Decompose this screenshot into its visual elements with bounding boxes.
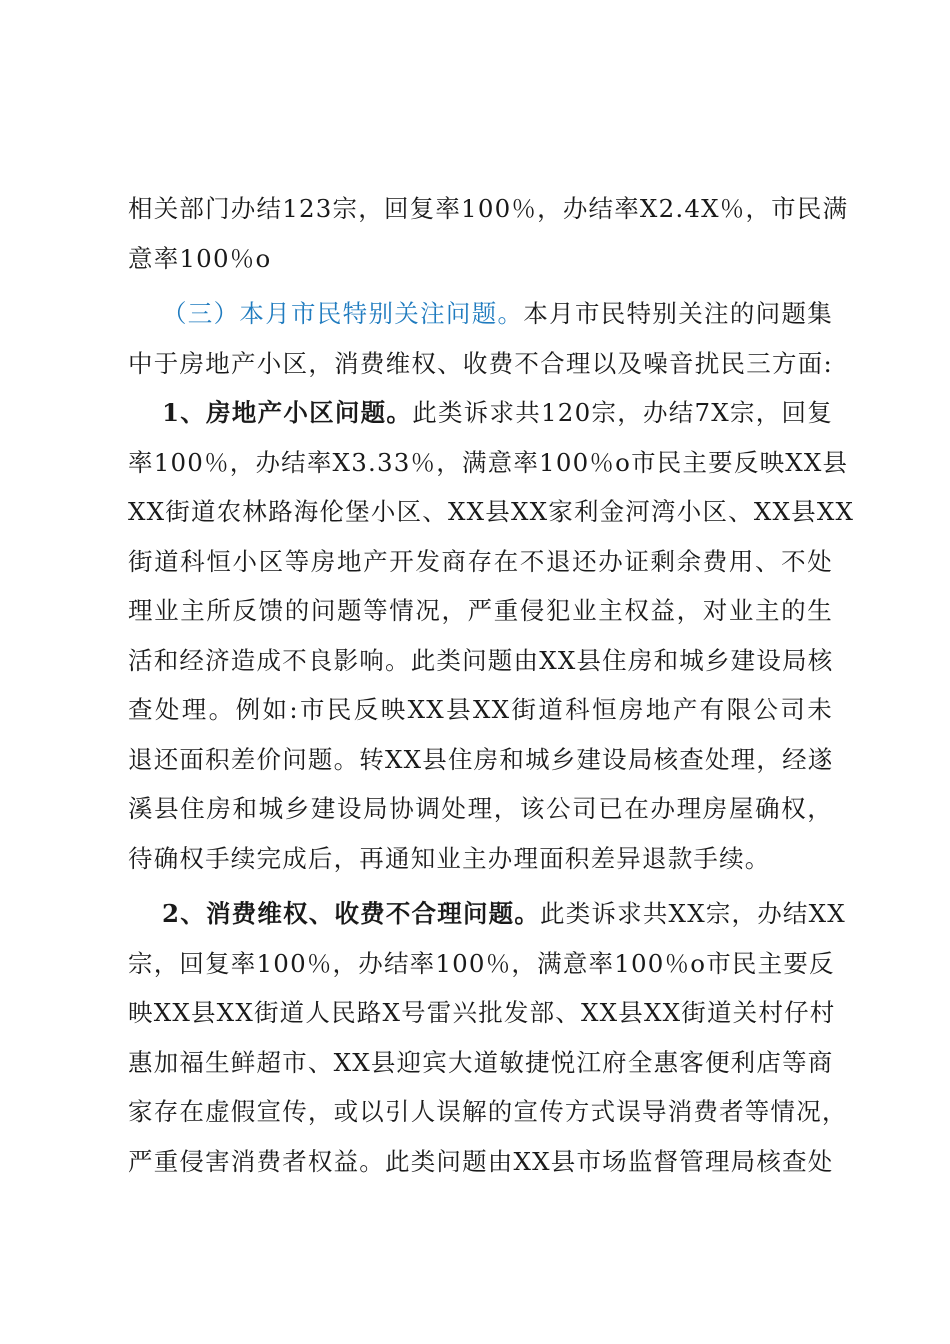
paragraph-3 [128, 388, 855, 883]
text-line: 中于房地产小区，消费维权、收费不合理以及噪音扰民三方面: [128, 348, 833, 378]
text-line [128, 388, 833, 438]
text-line: 意率100％o [128, 243, 272, 273]
text-run: 本月市民特别关注的问题集 [523, 299, 833, 328]
text-line: 待确权手续完成后，再通知业主办理面积差异退款手续。 [128, 843, 771, 873]
text-run: 此类诉求共120宗，办结7X宗，回复 [412, 398, 833, 427]
text-line: 映XX县XX街道人民路X号雷兴批发部、XX县XX街道关村仔村 [128, 998, 836, 1027]
section-heading: （三）本月市民特别关注问题。 [162, 299, 524, 328]
subsection-heading: 2、消费维权、收费不合理问题。 [162, 899, 541, 928]
paragraph-1 [128, 184, 849, 283]
text-line: XX街道农林路海伦堡小区、XX县XX家利金河湾小区、XX县XX [128, 497, 855, 526]
text-line: 街道科恒小区等房地产开发商存在不退还办证剩余费用、不处 [128, 546, 833, 576]
text-line: 相关部门办结123宗，回复率100％，办结率X2.4X％，市民满 [128, 194, 849, 223]
text-line: 查处理。例如:市民反映XX县XX街道科恒房地产有限公司未 [128, 695, 833, 724]
text-line: 活和经济造成不良影响。此类问题由XX县住房和城乡建设局核 [128, 645, 834, 675]
text-line: 宗，回复率100％，办结率100％，满意率100％o市民主要反 [128, 948, 835, 978]
paragraph-2 [128, 289, 833, 388]
text-line: 严重侵害消费者权益。此类问题由XX县市场监督管理局核查处 [128, 1146, 834, 1176]
text-line: 率100％，办结率X3.33％，满意率100％o市民主要反映XX县 [128, 447, 849, 477]
document-body [128, 184, 855, 1186]
text-line [128, 289, 833, 339]
text-line: 溪县住房和城乡建设局协调处理，该公司已在办理房屋确权， [128, 794, 833, 823]
text-run: 此类诉求共XX宗，办结XX [540, 899, 846, 928]
text-line [128, 889, 846, 939]
text-line: 理业主所反馈的问题等情况，严重侵犯业主权益，对业主的生 [128, 596, 833, 625]
text-line: 退还面积差价问题。转XX县住房和城乡建设局核查处理，经遂 [128, 744, 834, 774]
text-line: 惠加福生鲜超市、XX县迎宾大道敏捷悦江府全惠客便利店等商 [128, 1047, 834, 1077]
text-line: 家存在虚假宣传，或以引人误解的宣传方式误导消费者等情况， [128, 1097, 848, 1126]
subsection-heading: 1、房地产小区问题。 [162, 398, 413, 427]
paragraph-4 [128, 889, 848, 1186]
